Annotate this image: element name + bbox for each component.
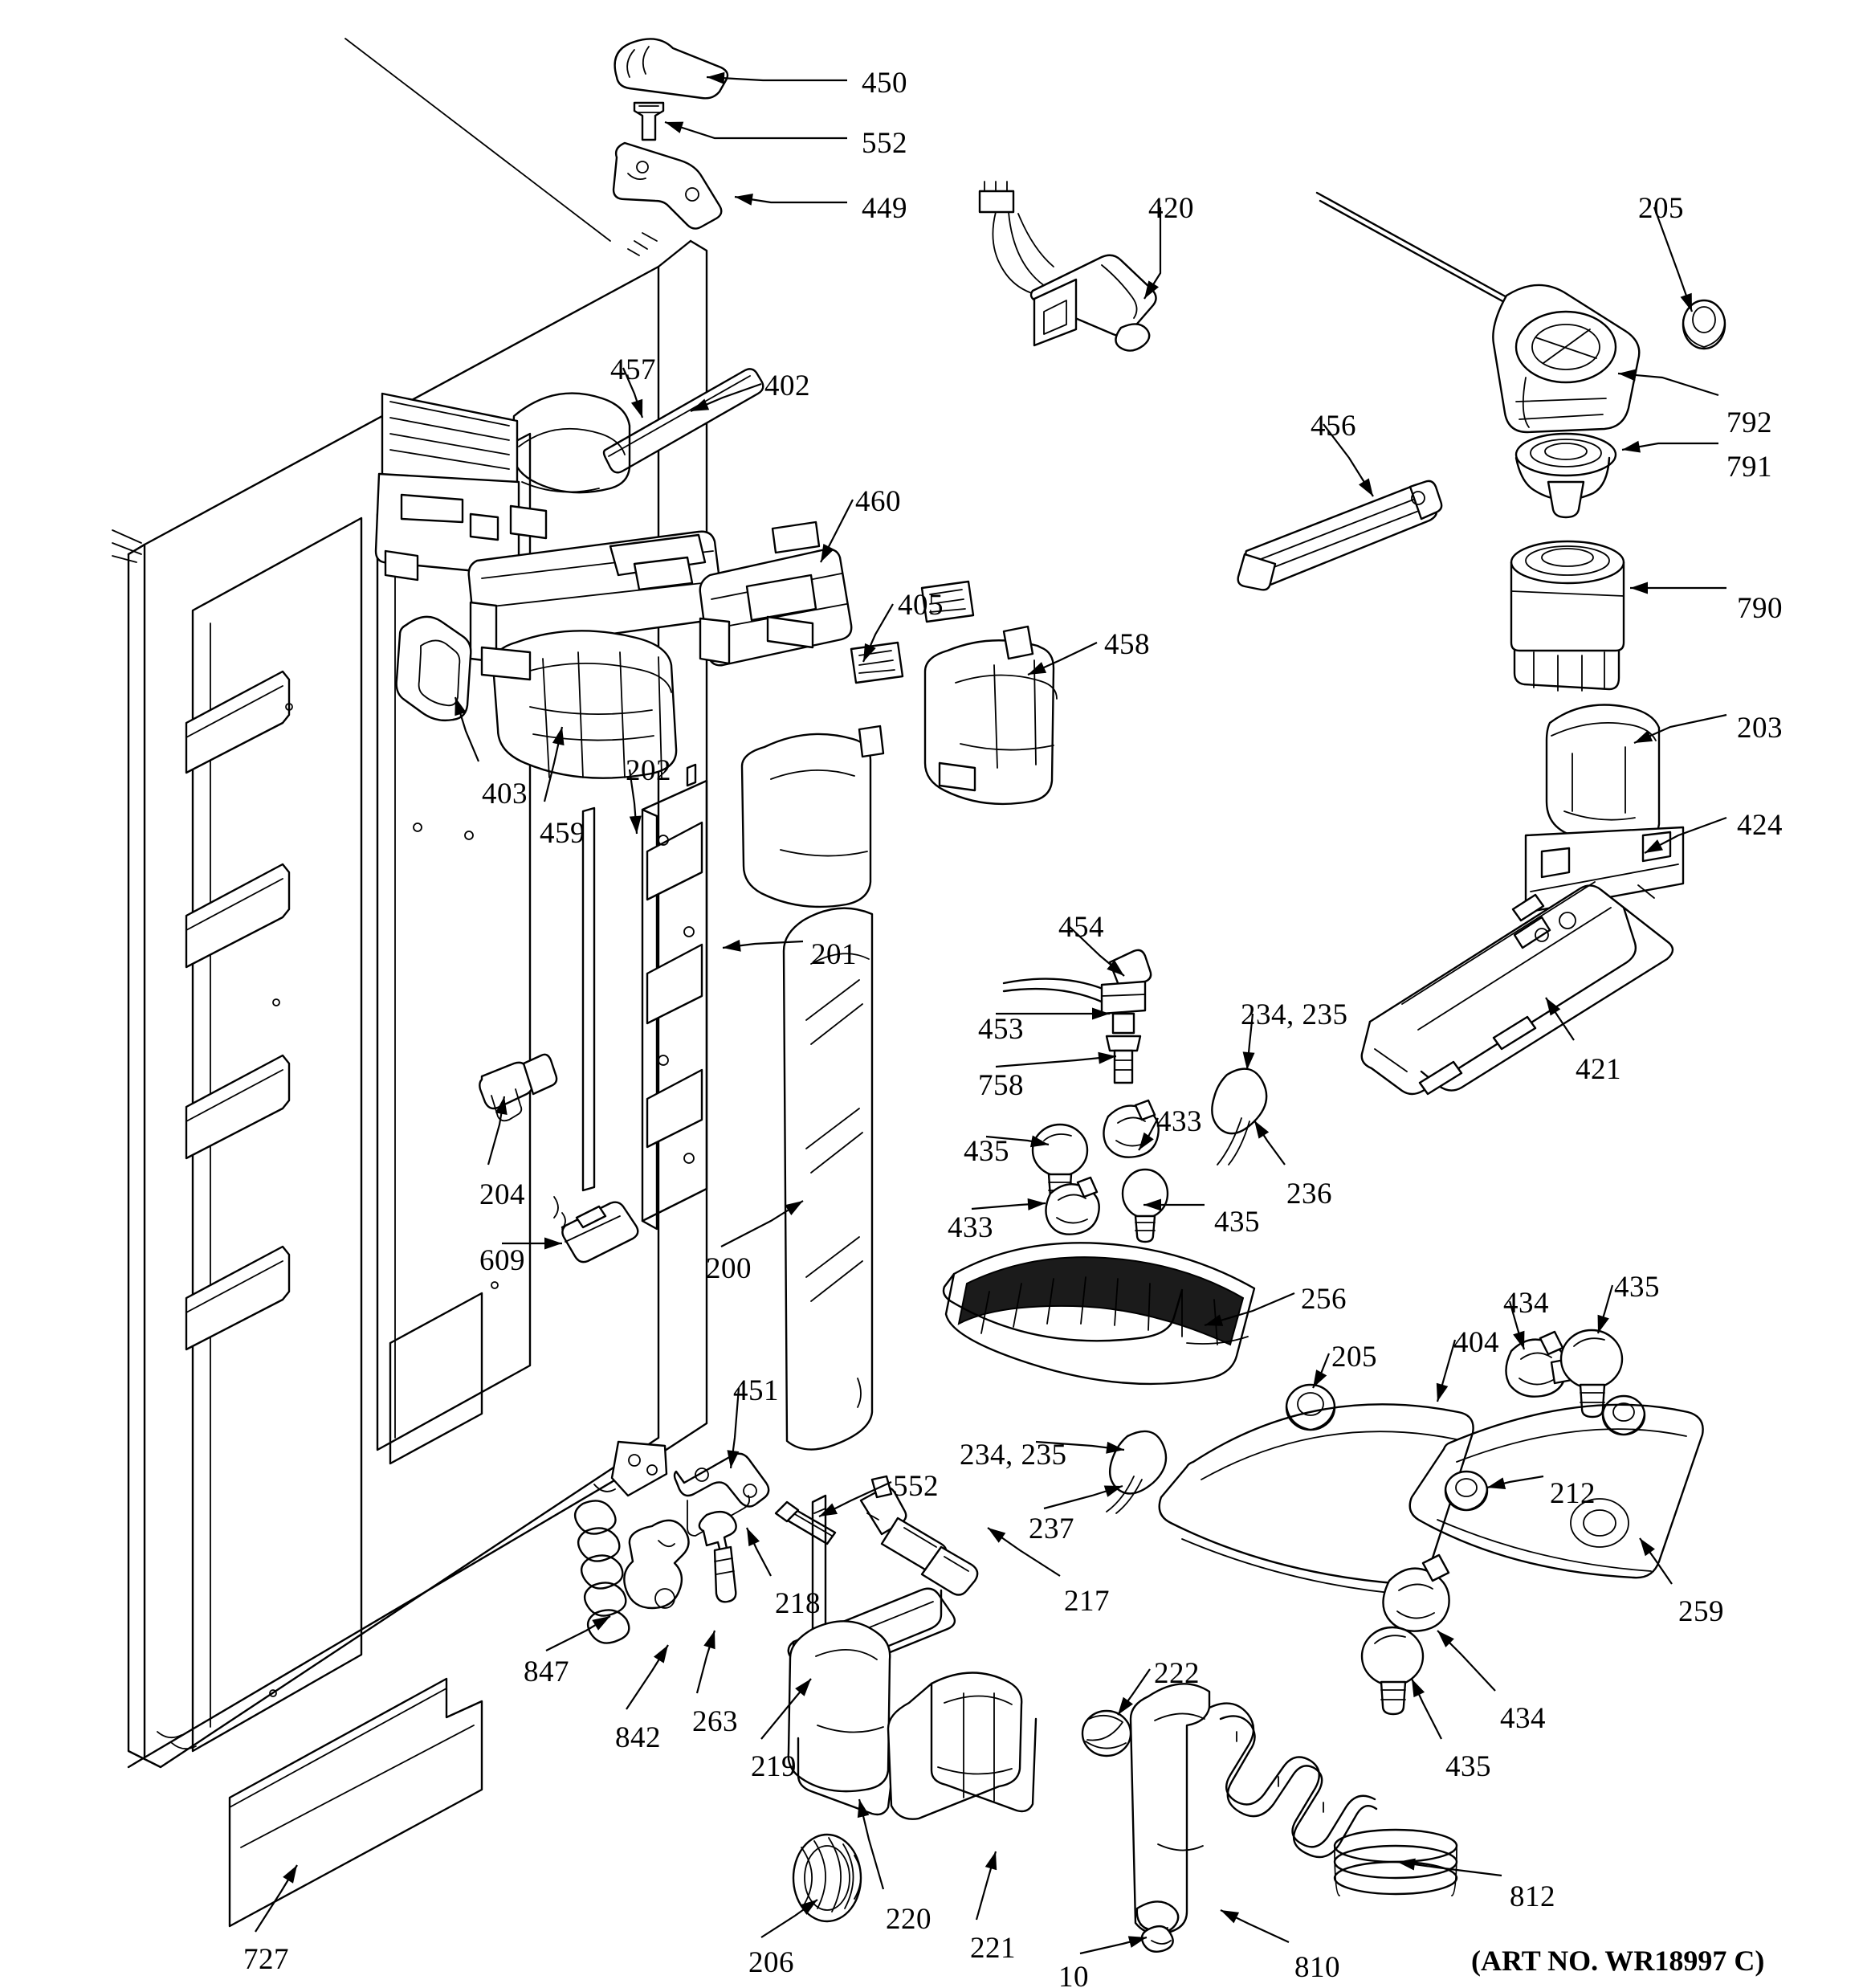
callout-label-218: 218 [775, 1587, 821, 1620]
leader-arrowhead [1487, 1477, 1506, 1489]
callout-label-219: 219 [751, 1750, 797, 1783]
callout-label-259: 259 [1678, 1595, 1724, 1628]
callout-label-234-235: 234, 235 [960, 1439, 1067, 1472]
part-842-cam [624, 1521, 688, 1608]
leader-arrowhead [858, 1799, 870, 1818]
part-456-shelf-frame [1238, 481, 1441, 590]
part-454-tube [1004, 979, 1105, 1002]
callout-label-758: 758 [978, 1069, 1024, 1102]
callout-label-449: 449 [862, 192, 907, 225]
callout-label-433: 433 [1156, 1105, 1202, 1138]
part-433-socket-upper [1103, 1100, 1158, 1157]
callout-label-217: 217 [1064, 1585, 1110, 1618]
part-459-air-tower [469, 532, 724, 778]
callout-label-220: 220 [886, 1903, 932, 1936]
part-212-bushing-lower [1445, 1472, 1487, 1510]
part-222-cap [1082, 1711, 1131, 1756]
leader-arrowhead [1254, 1121, 1269, 1139]
part-203-cover [1547, 705, 1659, 844]
callout-label-237: 237 [1029, 1512, 1074, 1545]
callout-label-456: 456 [1311, 410, 1356, 443]
leader-line-552 [665, 122, 847, 138]
leader-arrowhead [1098, 1052, 1116, 1064]
leader-arrowhead [785, 1201, 803, 1215]
part-221-shroud [888, 1672, 1036, 1819]
callout-label-402: 402 [764, 369, 810, 402]
part-609-switch [562, 1202, 638, 1262]
callout-label-403: 403 [482, 778, 528, 810]
callout-label-206: 206 [748, 1946, 794, 1979]
callout-label-435: 435 [964, 1135, 1009, 1168]
callout-label-451: 451 [733, 1374, 779, 1407]
callout-label-552: 552 [862, 127, 907, 160]
callout-label-454: 454 [1058, 911, 1104, 944]
callout-label-459: 459 [540, 817, 585, 850]
part-450-hinge-cover [615, 39, 728, 98]
callout-label-263: 263 [692, 1705, 738, 1738]
leader-arrowhead [544, 1238, 562, 1250]
callout-label-405: 405 [898, 589, 944, 622]
part-420-solenoid [980, 182, 1156, 351]
callout-label-202: 202 [626, 754, 671, 787]
callout-label-457: 457 [610, 353, 656, 386]
callout-label-424: 424 [1737, 809, 1783, 842]
part-458-air-duct-cover [925, 627, 1057, 804]
leader-arrowhead [630, 815, 642, 834]
part-449-hinge-bracket [614, 143, 721, 229]
leader-line-450 [707, 77, 847, 80]
callout-label-434: 434 [1503, 1287, 1549, 1320]
leader-arrowhead [1313, 1370, 1327, 1388]
callout-label-404: 404 [1453, 1326, 1499, 1359]
leader-arrowhead [665, 122, 683, 133]
callout-label-234-235: 234, 235 [1241, 998, 1348, 1031]
leader-arrowhead [1412, 1679, 1425, 1697]
part-460-damper [700, 522, 852, 665]
leader-arrowhead [747, 1528, 760, 1546]
part-810-water-tank [1131, 1684, 1457, 1951]
part-552-screw [634, 103, 663, 140]
callout-label-205: 205 [1638, 192, 1684, 225]
part-205-grommet-center [1286, 1385, 1335, 1430]
callout-label-201: 201 [811, 938, 857, 971]
callout-label-609: 609 [479, 1244, 525, 1277]
leader-arrowhead [1598, 1315, 1609, 1333]
callout-label-727: 727 [243, 1943, 289, 1976]
callout-label-453: 453 [978, 1013, 1024, 1046]
leader-arrowhead [1640, 1538, 1655, 1556]
leader-arrowhead [985, 1851, 997, 1870]
part-236-shelf-support [1212, 1069, 1266, 1165]
part-758-fitting [1107, 1036, 1140, 1083]
leader-arrowhead [631, 399, 642, 418]
callout-label-847: 847 [524, 1655, 569, 1688]
part-263-stud [699, 1512, 736, 1602]
cabinet-door-assembly [112, 39, 707, 1767]
part-237-shelf-support [1107, 1431, 1166, 1513]
part-435-bulb-lower [1362, 1627, 1423, 1714]
callout-label-433: 433 [948, 1211, 993, 1244]
part-421-dispenser-rail [1362, 882, 1673, 1094]
callout-label-420: 420 [1148, 192, 1194, 225]
part-434-socket-lower [1383, 1555, 1449, 1631]
callout-label-791: 791 [1726, 451, 1772, 484]
callout-label-203: 203 [1737, 712, 1783, 745]
leader-arrowhead [1028, 1198, 1046, 1210]
part-256-pan [944, 1243, 1254, 1384]
leader-arrowhead [988, 1528, 1005, 1543]
part-792-filter-housing [1317, 193, 1639, 432]
part-220-housing [789, 1621, 893, 1815]
callout-label-460: 460 [855, 485, 901, 518]
part-790-water-filter [1511, 541, 1624, 691]
callout-label-256: 256 [1301, 1283, 1347, 1316]
callout-label-810: 810 [1294, 1951, 1340, 1984]
callout-label-842: 842 [615, 1721, 661, 1754]
callout-label-458: 458 [1104, 628, 1150, 661]
leader-arrowhead [592, 1616, 610, 1631]
part-201-duct [742, 726, 883, 907]
leader-arrowhead [1437, 1383, 1448, 1402]
callout-label-222: 222 [1154, 1657, 1200, 1690]
leader-arrowhead [1359, 478, 1373, 496]
art-number-note: (ART NO. WR18997 C) [1471, 1945, 1765, 1977]
leader-arrowhead [283, 1865, 297, 1884]
callout-label-435: 435 [1614, 1271, 1660, 1304]
leader-arrowhead [735, 194, 753, 206]
leader-line-758 [996, 1056, 1116, 1067]
leader-arrowhead [1221, 1910, 1239, 1923]
callout-label-552: 552 [893, 1470, 939, 1503]
leader-arrowhead [703, 1631, 715, 1649]
callout-label-435: 435 [1214, 1206, 1260, 1239]
leader-arrowhead [1397, 1859, 1416, 1871]
callout-label-421: 421 [1576, 1053, 1621, 1086]
part-791-filter-adapter [1516, 434, 1616, 517]
leader-arrowhead [1622, 441, 1641, 453]
callout-label-792: 792 [1726, 406, 1772, 439]
callout-label-434: 434 [1500, 1702, 1546, 1735]
leader-arrowhead [1243, 1051, 1255, 1070]
leader-arrowhead [1681, 293, 1692, 312]
part-202-duct-panel [583, 765, 707, 1229]
callout-label-10: 10 [1058, 1961, 1089, 1988]
callout-label-204: 204 [479, 1178, 525, 1211]
callout-label-221: 221 [970, 1932, 1016, 1965]
leader-arrowhead [1630, 582, 1648, 594]
callout-label-212: 212 [1550, 1477, 1596, 1510]
part-727-kickplate [230, 1679, 482, 1926]
callout-label-205: 205 [1331, 1341, 1377, 1374]
callout-label-790: 790 [1737, 592, 1783, 625]
part-204-thermistor [479, 1055, 556, 1121]
callout-label-236: 236 [1286, 1178, 1332, 1210]
callout-label-435: 435 [1445, 1750, 1491, 1783]
leader-arrowhead [654, 1645, 668, 1663]
leader-arrowhead [723, 940, 741, 952]
callout-label-200: 200 [706, 1252, 752, 1285]
callout-label-450: 450 [862, 67, 907, 100]
callout-label-812: 812 [1510, 1880, 1555, 1913]
part-200-liner [784, 908, 872, 1450]
